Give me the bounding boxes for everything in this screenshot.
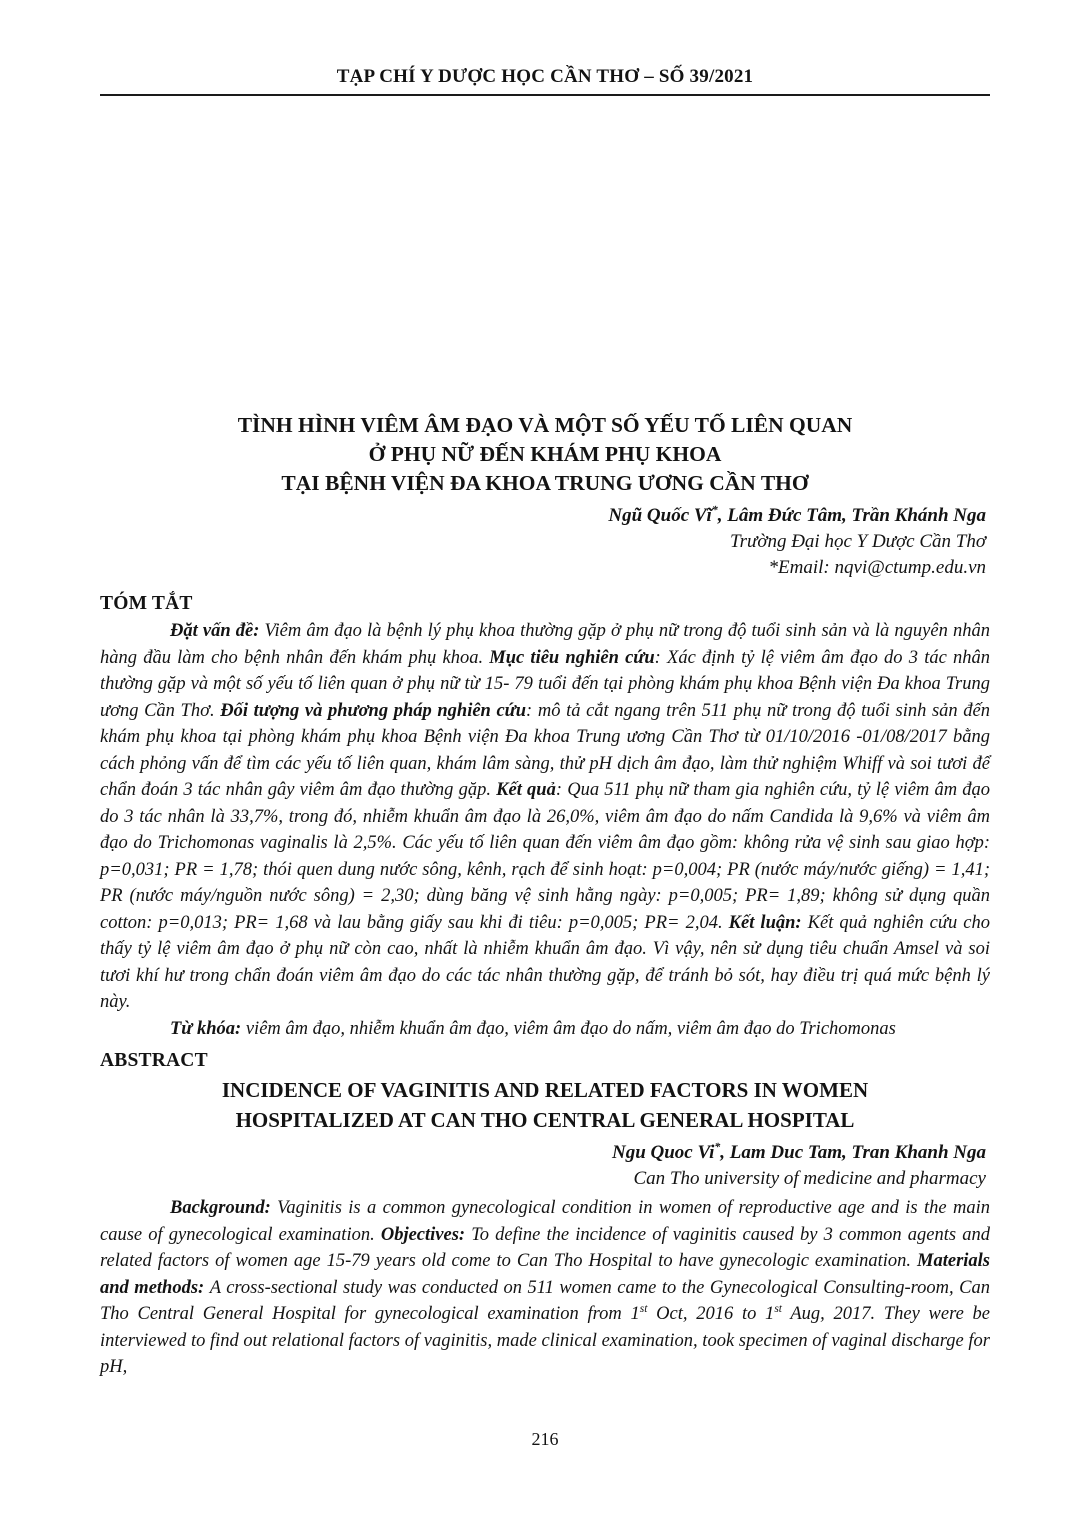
affiliation-vi: Trường Đại học Y Dược Cần Thơ [730,531,986,552]
section-heading-abstract: ABSTRACT [100,1050,208,1071]
article-title-en [100,1075,990,1135]
article-title-vi [100,411,990,498]
page-number: 216 [531,1429,559,1449]
email-line: *Email: nqvi@ctump.edu.vn [768,557,986,578]
abstract-paragraph-vi: Đặt vấn đề: Viêm âm đạo là bệnh lý phụ khoa thường gặp ở phụ nữ trong độ tuổi sinh sản và là nguyên nhân hàng đầu làm cho bệnh nhân đến khám phụ khoa. Mục tiêu nghiên cứu: Xác định tỷ lệ viêm âm đạo do 3 tác nhân thường gặp và một số yếu tố liên quan ở phụ nữ từ 15- 79 tuổi đến tại phòng khám phụ khoa Bệnh viện Đa khoa Trung ương Cần Thơ. Đối tượng và phương pháp nghiên cứu: mô tả cắt ngang trên 511 phụ nữ trong độ tuổi sinh sản đến khám phụ khoa tại phòng khám phụ khoa Bệnh viện Đa khoa Trung ương Cần Thơ từ 01/10/2016 -01/08/2017 bằng cách phỏng vấn để tìm các yếu tố liên quan, khám lâm sàng, thử pH dịch âm đạo, làm thử nghiệm Whiff và soi tươi để chẩn đoán 3 tác nhân gây viêm âm đạo thường gặp. Kết quả: Qua 511 phụ nữ tham gia nghiên cứu, tỷ lệ viêm âm đạo do 3 tác nhân là 33,7%, trong đó, nhiễm khuẩn âm đạo là 26,0%, viêm âm đạo do nấm Candida là 9,6% và viêm âm đạo do Trichomonas vaginalis là 2,5%. Các yếu tố liên quan đến viêm âm đạo gồm: không rửa vệ sinh sau giao hợp: p=0,031; PR = 1,78; thói quen dung nước sông, kênh, rạch để sinh hoạt: p=0,004; PR (nước máy/nước giếng) = 1,41; PR (nước máy/nguồn nước sông) = 2,30; dùng băng vệ sinh hằng ngày: p=0,005; PR= 1,89; không sử dụng quần cotton: p=0,013; PR= 1,68 và lau bằng giấy sau khi đi tiêu: p=0,005; PR= 2,04. Kết luận: Kết quả nghiên cứu cho thấy tỷ lệ viêm âm đạo ở phụ nữ còn cao, nhất là nhiễm khuẩn âm đạo. Vì vậy, nên sử dụng tiêu chuẩn Amsel và soi tươi khí hư trong chẩn đoán viêm âm đạo do các tác nhân thường gặp, để tránh bỏ sót, hay điều trị quá mức bệnh lý này. [100,621,991,1012]
title-line: TÌNH HÌNH VIÊM ÂM ĐẠO VÀ MỘT SỐ YẾU TỐ LIÊN QUAN [237,413,853,437]
page-footer [0,1429,1090,1450]
journal-title: TẠP CHÍ Y DƯỢC HỌC CẦN THƠ – SỐ 39/2021 [336,66,754,87]
title-line: INCIDENCE OF VAGINITIS AND RELATED FACTORS IN WOMEN [221,1078,869,1102]
article-content [100,411,990,1381]
authors-en: Ngu Quoc Vi*, Lam Duc Tam, Tran Khanh Nga [611,1140,986,1163]
title-line: HOSPITALIZED AT CAN THO CENTRAL GENERAL HOSPITAL [235,1108,855,1132]
title-line: TẠI BỆNH VIỆN ĐA KHOA TRUNG ƯƠNG CẦN THƠ [281,471,809,495]
section-heading-tom-tat: TÓM TẮT [100,593,193,614]
running-header [100,0,990,96]
keywords-line: Từ khóa: viêm âm đạo, nhiễm khuẩn âm đạo, viêm âm đạo do nấm, viêm âm đạo do Trichomonas [170,1018,896,1039]
page-margins [100,0,990,1381]
authors-vi: Ngũ Quốc Vĩ*, Lâm Đức Tâm, Trần Khánh Nga [608,503,986,526]
affiliation-en: Can Tho university of medicine and pharmacy [633,1168,986,1189]
header-rule [100,94,990,96]
title-line: Ở PHỤ NỮ ĐẾN KHÁM PHỤ KHOA [368,442,722,466]
abstract-paragraph-en: Background: Vaginitis is a common gynecological condition in women of reproductive age and is the main cause of gynecological examination. Objectives: To define the incidence of vaginitis caused by 3 common agents and related factors of women age 15-79 years old come to Can Tho Hospital to have gynecologic examination. Materials and methods: A cross-sectional study was conducted on 511 women came to the Gynecological Consulting-room, Can Tho Central General Hospital for gynecological examination from 1st Oct, 2016 to 1st Aug, 2017. They were be interviewed to find out relational factors of vaginitis, made clinical examination, took specimen of vaginal discharge for pH, [100,1198,990,1377]
